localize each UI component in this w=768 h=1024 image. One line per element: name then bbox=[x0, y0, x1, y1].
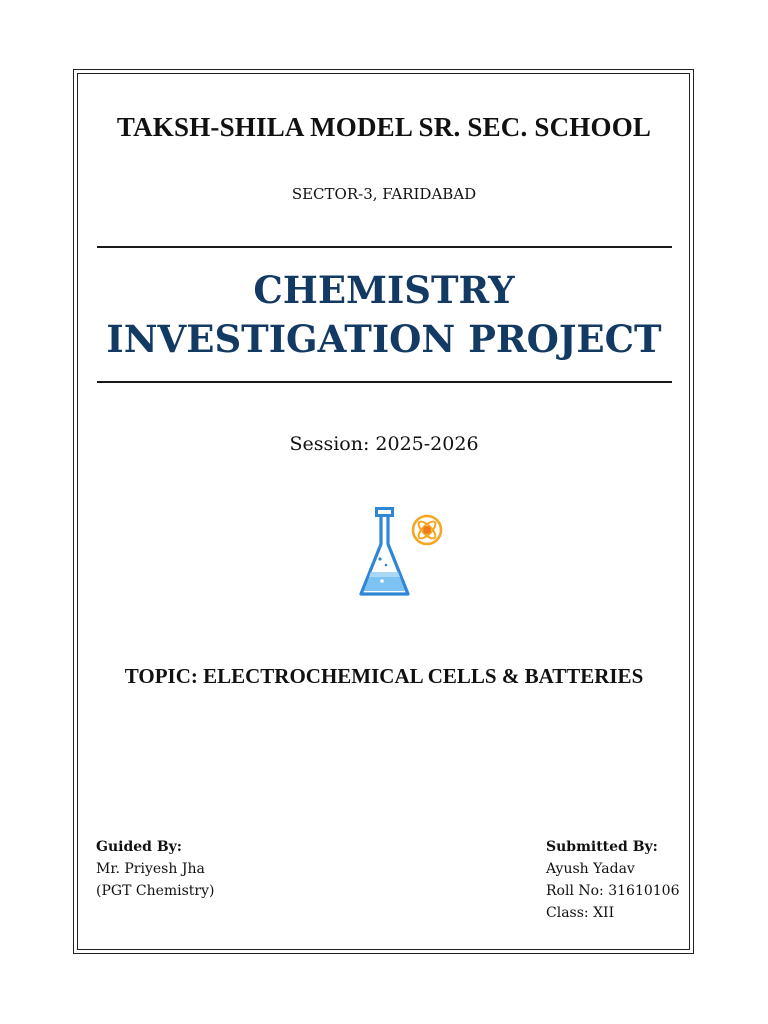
divider-top bbox=[97, 246, 672, 248]
session-label: Session: 2025-2026 bbox=[289, 433, 479, 455]
guide-designation: (PGT Chemistry) bbox=[96, 883, 215, 899]
guided-by-heading: Guided By: bbox=[96, 839, 182, 855]
student-name: Ayush Yadav bbox=[546, 861, 635, 877]
student-class: Class: XII bbox=[546, 905, 615, 921]
student-roll: Roll No: 31610106 bbox=[546, 883, 680, 899]
submitted-by-heading: Submitted By: bbox=[546, 839, 658, 855]
topic-title: TOPIC: ELECTROCHEMICAL CELLS & BATTERIES bbox=[124, 664, 644, 688]
flask-icon bbox=[352, 505, 448, 601]
project-title bbox=[0, 266, 768, 364]
chemistry-illustration bbox=[352, 505, 448, 601]
school-name: TAKSH-SHILA MODEL SR. SEC. SCHOOL bbox=[116, 112, 652, 142]
atom-icon bbox=[413, 516, 441, 544]
submitted-by-block bbox=[546, 836, 679, 924]
project-title-line1: CHEMISTRY bbox=[253, 268, 515, 312]
school-address: SECTOR-3, FARIDABAD bbox=[291, 185, 477, 203]
project-title-line2: INVESTIGATION PROJECT bbox=[106, 317, 662, 361]
guided-by-block bbox=[96, 836, 215, 902]
guide-name: Mr. Priyesh Jha bbox=[96, 861, 205, 877]
divider-bottom bbox=[97, 381, 672, 383]
